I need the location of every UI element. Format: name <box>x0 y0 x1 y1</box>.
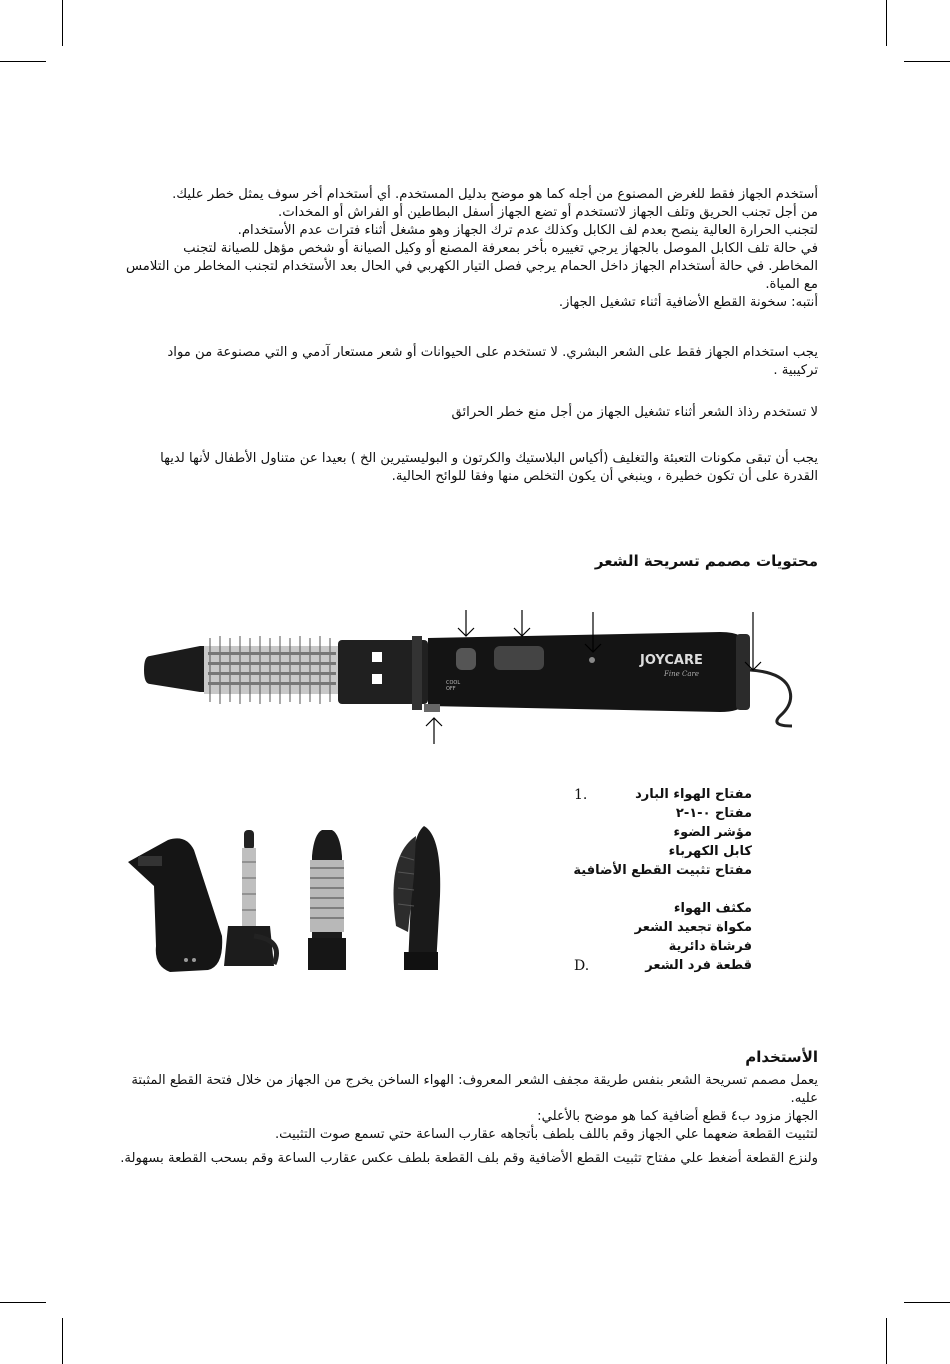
safety-line: في حالة تلف الكابل الموصل بالجهاز يرجي تغييره بأخر بمعرفة المصنع أو وكيل الصيانة أو شخص مؤهل للصيانة لتجنب <box>183 241 818 256</box>
safety-line: يجب أن تبقى مكونات التعبئة والتغليف (أكياس البلاستيك والكرتون و البوليستيرين الخ ) بعيدا عن متناول الأطفال لأنها لديها <box>160 451 818 466</box>
list-item: مكواة تجعيد الشعر <box>634 920 752 935</box>
safety-line: القدرة على أن تكون خطيرة ، وينبغي أن يكون التخلص منها وفقا للوائح الحالية. <box>391 469 818 484</box>
list-item <box>573 880 752 899</box>
usage-line: عليه. <box>790 1091 818 1106</box>
crop-mark <box>904 1302 950 1303</box>
crop-mark <box>904 61 950 62</box>
usage-line: ولنزع القطعة أضغط علي مفتاح تثبيت القطع الأضافية وقم بلف القطعة بلطف عكس عقارب الساعة وقم بسحب القطعة بسهولة. <box>120 1151 818 1166</box>
safety-line: مع المياة. <box>765 277 818 292</box>
safety-line: يجب استخدام الجهاز فقط على الشعر البشري. لا تستخدم على الحيوانات أو شعر مستعار آدمي و التي مصنوعة من مواد <box>167 345 818 360</box>
usage-line: يعمل مصمم تسريحة الشعر بنفس طريقة مجفف الشعر المعروف: الهواء الساخن يخرج من الجهاز من خلال فتحة القطع المثبتة <box>131 1073 818 1088</box>
safety-line: من أجل تجنب الحريق وتلف الجهاز لاتستخدم أو تضع الجهاز أسفل البطاطين أو الفراش أو المخدات. <box>278 205 818 220</box>
components-list <box>573 785 752 975</box>
safety-line: لا تستخدم رذاذ الشعر أثناء تشغيل الجهاز من أجل منع خطر الحرائق <box>451 405 818 420</box>
brand-subtitle: Fine Care <box>664 670 699 678</box>
safety-line: أستخدم الجهاز فقط للغرض المصنوع من أجله كما هو موضح بدليل المستخدم. أي أستخدام أخر سوف يمثل خطر عليك. <box>172 187 818 202</box>
crop-mark <box>62 0 63 46</box>
crop-mark <box>0 61 46 62</box>
list-item: قطعة فرد الشعر <box>645 958 752 973</box>
list-item: مؤشر الضوء <box>673 825 752 840</box>
list-item: مفتاح الهواء البارد <box>635 787 752 802</box>
list-item: مكثف الهواء <box>673 901 752 916</box>
list-marker-first: 1. <box>574 787 588 803</box>
components-title: محتويات مصمم تسريحة الشعر <box>594 552 818 570</box>
safety-line: لتجنب الحرارة العالية ينصح بعدم لف الكابل وكذلك عدم ترك الجهاز وهو مشغل أثناء فترات عدم الأستخدام. <box>237 223 818 238</box>
safety-line: تركيبية . <box>773 363 818 378</box>
crop-mark <box>886 0 887 46</box>
crop-mark <box>62 1318 63 1364</box>
safety-line: أنتبه: سخونة القطع الأضافية أثناء تشغيل الجهاز. <box>558 295 818 310</box>
list-item: مفتاح ٠-١-٢ <box>675 806 752 821</box>
list-item: مفتاح تثبيت القطع الأضافية <box>573 863 752 878</box>
brand-logo: JOYCARE <box>640 653 703 668</box>
switch-label-off: OFF <box>446 686 456 692</box>
list-item: كابل الكهرباء <box>668 844 752 859</box>
safety-line: المخاطر. في حالة أستخدام الجهاز داخل الحمام يرجي فصل التيار الكهربي في الحال بعد الأستخدام لتجنب المخاطر من التلامس <box>125 259 818 274</box>
hair-styler-illustration <box>140 608 840 758</box>
attachments-illustration <box>124 816 474 986</box>
crop-mark <box>0 1302 46 1303</box>
usage-line: الجهاز مزود ب٤ قطع أضافية كما هو موضح بالأعلي: <box>537 1109 818 1124</box>
list-marker-last: D. <box>574 958 590 974</box>
usage-title: الأستخدام <box>745 1048 818 1066</box>
usage-line: لتثبيت القطعة ضعهما علي الجهاز وقم باللف بلطف بأتجاهه عقارب الساعة حتي تسمع صوت التثبيت. <box>274 1127 818 1142</box>
switch-label-cool: COOL <box>446 680 461 686</box>
crop-mark <box>886 1318 887 1364</box>
list-item: فرشاة دائرية <box>668 939 752 954</box>
